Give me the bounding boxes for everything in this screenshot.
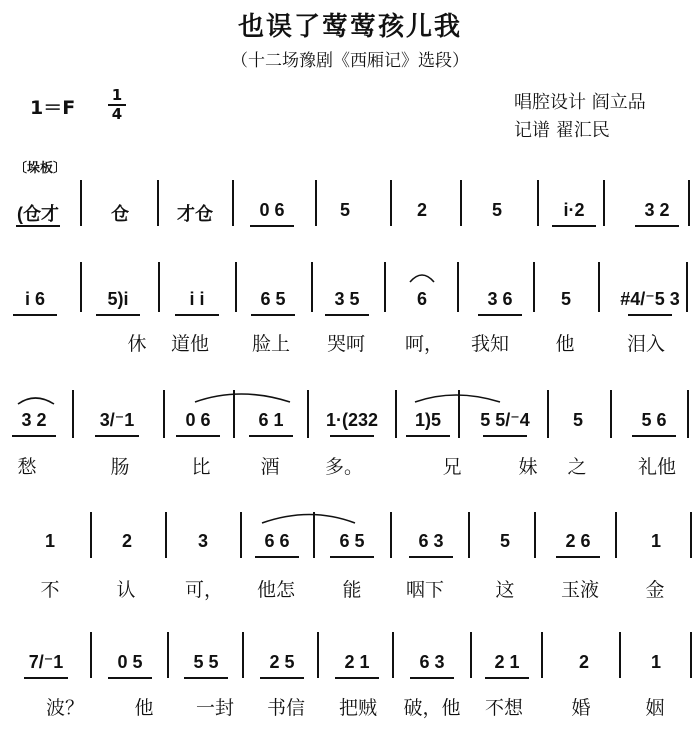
lyric-syllable: 认 (116, 579, 136, 601)
note-group: 才仓 (177, 204, 213, 224)
note-group: i·2 (563, 200, 585, 220)
note-group: 6 5 (339, 531, 365, 551)
note-group: 5 5 (193, 652, 219, 672)
slur-curve (195, 394, 290, 402)
note-group: 6 3 (419, 652, 445, 672)
note-group: 3 5 (334, 289, 360, 309)
lyric-syllable: 金 (645, 579, 665, 601)
note-group: 仓 (111, 204, 129, 224)
lyric-syllable: 比 (191, 456, 211, 478)
lyric-syllable: 婚 (571, 697, 591, 719)
note-group: 2 5 (269, 652, 295, 672)
note-group: 1 (44, 531, 56, 551)
key-signature: 1＝F (30, 97, 76, 119)
note-group: 3/⁻1 (99, 410, 135, 430)
note-group: 5 (339, 200, 351, 220)
lyric-syllable: 礼他 (637, 456, 677, 478)
slur-curve (18, 398, 54, 404)
lyric-syllable: 他怎 (256, 579, 296, 601)
note-group: 0 5 (117, 652, 143, 672)
lyric-syllable: 姻 (645, 697, 665, 719)
note-group: i 6 (24, 289, 46, 309)
lyric-syllable: 书信 (266, 697, 306, 719)
lyric-syllable: 妹 (518, 456, 538, 478)
note-group: 2 6 (565, 531, 591, 551)
note-group: 5 (572, 410, 584, 430)
note-group: 5 6 (641, 410, 667, 430)
note-group: 5)i (107, 289, 129, 309)
meter-bottom: 4 (111, 105, 123, 123)
note-group: 3 2 (644, 200, 670, 220)
note-group: 6 3 (418, 531, 444, 551)
transcriber-credit: 记谱 翟汇民 (514, 120, 610, 141)
note-group: 5 5/⁻4 (480, 410, 530, 430)
note-group: 1)5 (414, 410, 442, 430)
lyric-syllable: 能 (342, 579, 362, 601)
lyric-syllable: 波？ (45, 697, 85, 719)
note-group: 1 (650, 531, 662, 551)
lyric-syllable: 我知 (470, 333, 510, 355)
lyric-syllable: 多。 (324, 456, 364, 478)
lyric-syllable: 不 (40, 579, 60, 601)
lyric-syllable: 咽下 (405, 579, 445, 601)
note-group: 0 6 (259, 200, 285, 220)
lyric-syllable: 把贼 (338, 697, 378, 719)
note-group: 2 1 (494, 652, 520, 672)
note-group: 2 (416, 200, 428, 220)
note-group: 0 6 (185, 410, 211, 430)
lyric-syllable: 他 (555, 333, 575, 355)
note-group: 6 1 (258, 410, 284, 430)
lyric-syllable: 他 (134, 697, 154, 719)
lyric-syllable: 酒 (260, 456, 280, 478)
note-group: 3 6 (487, 289, 513, 309)
note-group: 5 (491, 200, 503, 220)
note-group: 3 2 (21, 410, 47, 430)
note-group: #4/⁻5 3 (620, 289, 680, 309)
tempo-mark: 〔垛板〕 (14, 161, 67, 176)
note-group: 2 (121, 531, 133, 551)
lyric-syllable: 可， (184, 579, 224, 601)
note-group: 1 (650, 652, 662, 672)
lyric-syllable: 哭呵 (326, 333, 366, 355)
note-group: 5 (560, 289, 572, 309)
composer-credit: 唱腔设计 阎立品 (514, 92, 646, 113)
lyric-syllable: 之 (567, 456, 587, 478)
lyric-syllable: 肠 (110, 456, 130, 478)
meter-top: 1 (111, 86, 123, 104)
note-group: 7/⁻1 (28, 652, 64, 672)
note-group: 6 (416, 289, 428, 309)
note-group: 2 (578, 652, 590, 672)
lyric-syllable: 破，他 (403, 697, 461, 719)
slur-curve (262, 515, 355, 524)
lyric-syllable: 休 (127, 333, 147, 355)
note-group: (仓才 (17, 204, 59, 224)
lyric-syllable: 呵， (404, 333, 444, 355)
lyric-syllable: 不想 (484, 697, 524, 719)
note-group: 2 1 (344, 652, 370, 672)
slur-curve (415, 395, 500, 402)
song-title: 也误了莺莺孩儿我 (237, 12, 462, 42)
note-group: 1·(232 (325, 410, 379, 430)
slur-curve (410, 275, 434, 282)
lyric-syllable: 道他 (170, 333, 210, 355)
lyric-syllable: 脸上 (251, 333, 291, 355)
lyric-syllable: 泪入 (626, 333, 666, 355)
note-group: 6 5 (260, 289, 286, 309)
note-group: 5 (499, 531, 511, 551)
lyric-syllable: 兄 (442, 456, 462, 478)
note-group: 6 6 (264, 531, 290, 551)
note-group: i i (189, 289, 205, 309)
lyric-syllable: 一封 (195, 697, 235, 719)
lyric-syllable: 这 (495, 579, 515, 601)
note-group: 3 (197, 531, 209, 551)
lyric-syllable: 愁 (17, 456, 37, 478)
lyric-syllable: 玉液 (560, 579, 600, 601)
song-subtitle: （十二场豫剧《西厢记》选段） (231, 51, 469, 71)
